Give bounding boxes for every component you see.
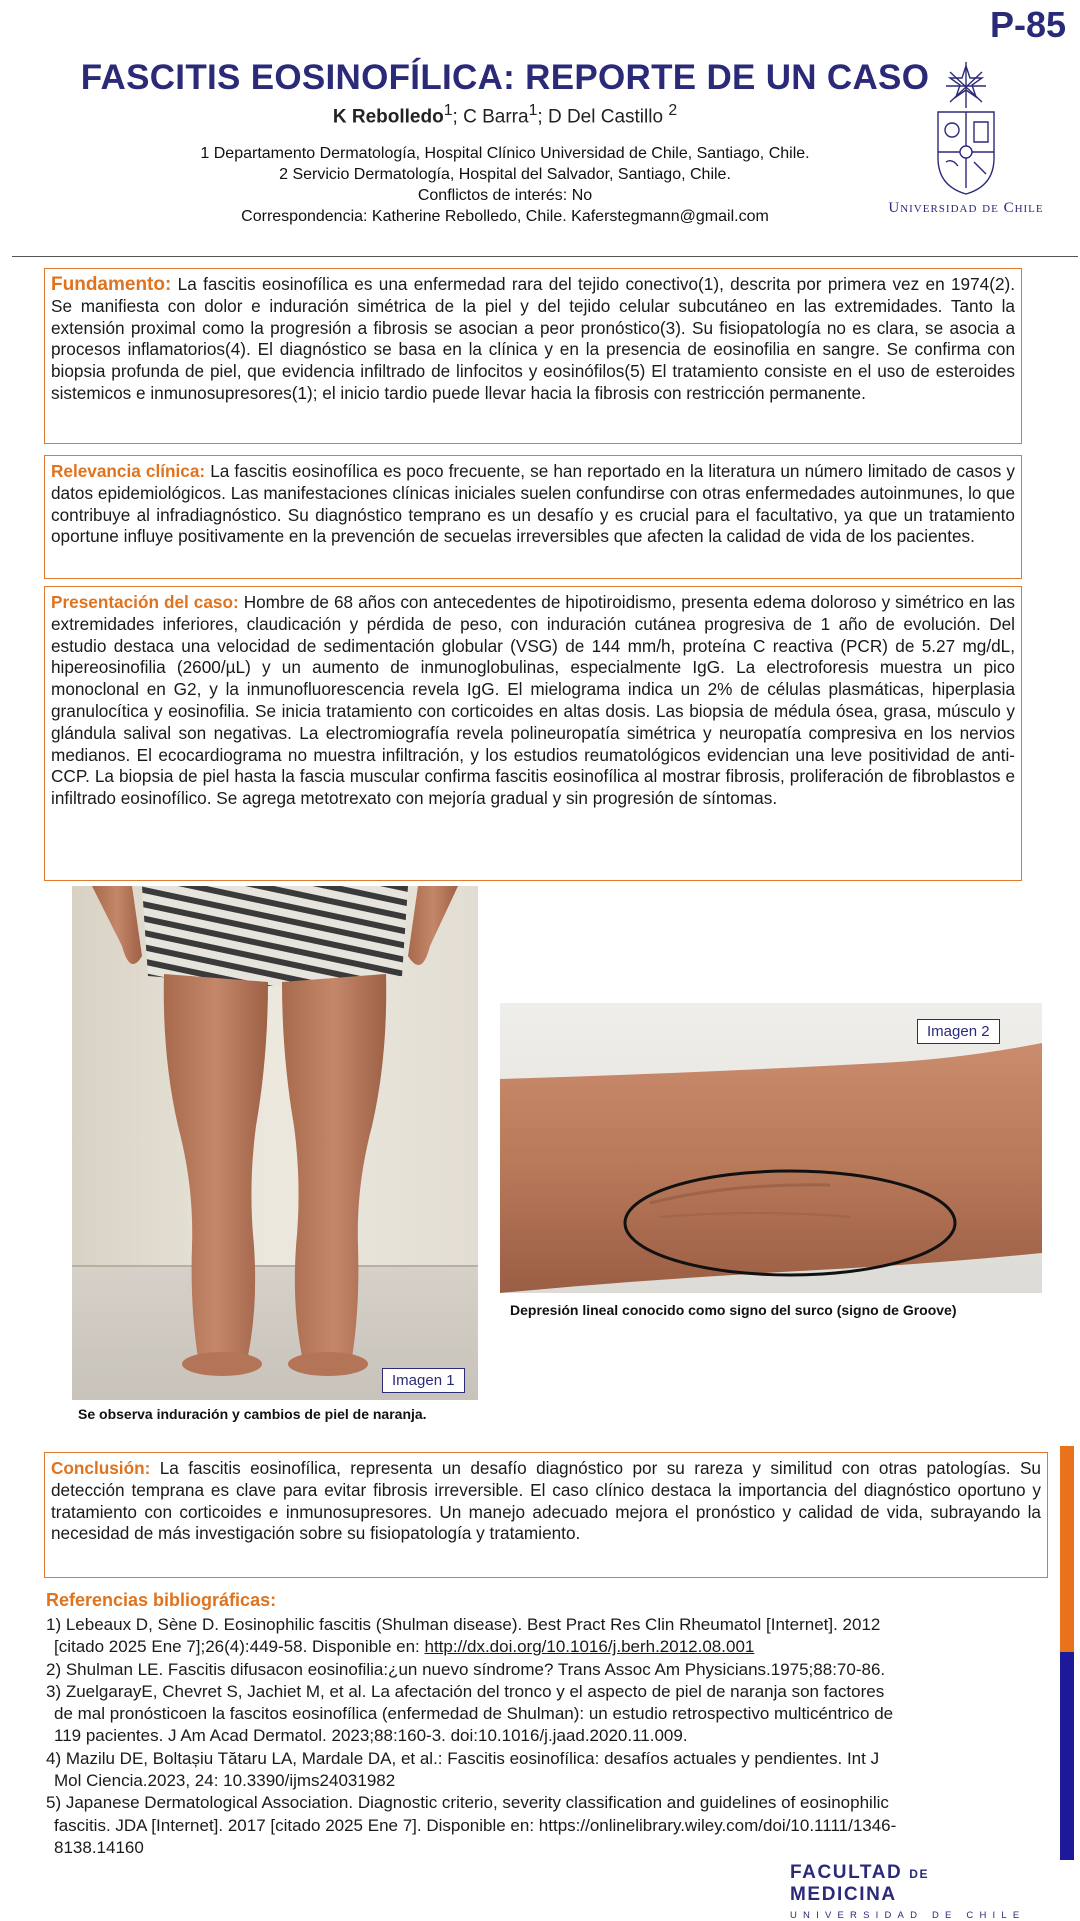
conflicts-line: Conflictos de interés: No	[417, 187, 593, 204]
faculty-word: FACULTAD	[790, 1862, 903, 1883]
reference-doi-link[interactable]: http://dx.doi.org/10.1016/j.berh.2012.08.001	[424, 1637, 755, 1657]
reference-line	[46, 1636, 1046, 1658]
section-heading: Presentación del caso:	[51, 592, 239, 612]
faculty-word-de: DE	[909, 1867, 930, 1881]
section-relevancia	[44, 455, 1022, 579]
faculty-logo-subline: UNIVERSIDAD DE CHILE	[790, 1910, 1026, 1921]
university-logo	[868, 62, 1064, 222]
author-affiliation-mark: 1	[443, 102, 453, 119]
author-separator: ;	[537, 106, 548, 128]
clinical-photo-arm	[500, 1003, 1042, 1293]
reference-line: de mal pronósticoen la fascitos eosinofílica (enfermedad de Shulman): un estudio retrospectivo multicéntrico de	[54, 1704, 894, 1724]
reference-text: [citado 2025 Ene 7];26(4):449-58. Disponible en:	[54, 1637, 425, 1657]
image-2-caption: Depresión lineal conocido como signo del surco (signo de Groove)	[510, 1302, 957, 1318]
image-1-label: Imagen 1	[382, 1368, 465, 1393]
poster-title: FASCITIS EOSINOFÍLICA: REPORTE DE UN CASO	[80, 58, 930, 97]
section-text: La fascitis eosinofílica, representa un desafío diagnóstico por su rareza y similitud con otras patologías. Su detección temprana es clave para evitar fibrosis irreversible. El caso clínico destaca la importancia del diagnóstico oportuno y tratamiento con corticoides e inmunosupresores. Un manejo adecuado mejora el pronóstico y calidad de vida, subrayando la necesidad de más investigación sobre su fisiopatología y tratamiento.	[51, 1458, 1041, 1544]
clinical-photo-legs	[72, 886, 478, 1400]
section-fundamento	[44, 268, 1022, 444]
reference-line: 4) Mazilu DE, Boltașiu Tătaru LA, Mardale DA, et al.: Fascitis eosinofílica: desafíos actuales y pendientes. Int J	[46, 1748, 880, 1768]
university-name: Universidad de Chile	[888, 200, 1044, 216]
reference-line: 3) ZuelgarayE, Chevret S, Jachiet M, et al. La afectación del tronco y el aspecto de piel de naranja son factores	[46, 1681, 885, 1701]
affiliation-line: 1 Departamento Dermatología, Hospital Clínico Universidad de Chile, Santiago, Chile.	[200, 145, 810, 162]
image-1-caption: Se observa induración y cambios de piel de naranja.	[78, 1406, 427, 1422]
reference-line: 1) Lebeaux D, Sène D. Eosinophilic fascitis (Shulman disease). Best Pract Res Clin Rheumatol [Internet]. 2012	[46, 1615, 881, 1634]
section-text: La fascitis eosinofílica es una enfermedad rara del tejido conectivo(1), descrita por primera vez en 1974(2). Se manifiesta con dolor e induración simétrica de la piel y del tejido celular subcutáneo en las extremidades. Tanto la extensión proximal como la progresión a fibrosis se asocian a peor pronóstico(3). Su fisiopatología no es clara, se asocia a procesos inflamatorios(4). El diagnóstico se basa en la clínica y en la presencia de eosinofilia en sangre. Se confirma con biopsia profunda de piel, que evidencia infiltrado de linfocitos y eosinófilos(5) El tratamiento consiste en el uso de esteroides sistemicos e inmunosupresores(1); el inicio tardio puede llevar hacia la fibrosis con restricción permanente.	[51, 274, 1016, 403]
arm-photo-illustration	[500, 1003, 1042, 1293]
legs-photo-illustration	[72, 886, 478, 1400]
authors-line	[70, 102, 940, 128]
side-accent-orange	[1060, 1446, 1074, 1652]
correspondence-line: Correspondencia: Katherine Rebolledo, Chile. Kaferstegmann@gmail.com	[241, 208, 769, 225]
side-accent-blue	[1060, 1652, 1074, 1860]
reference-line: 5) Japanese Dermatological Association. Diagnostic criterio, severity classification and guidelines of eosinophilic	[46, 1793, 889, 1813]
author-separator: ;	[452, 106, 464, 128]
section-text: Hombre de 68 años con antecedentes de hipotiroidismo, presenta edema doloroso y simétrico en las extremidades inferiores, claudicación y pérdida de peso, con induración cutánea progresiva de 1 año de evolución. Del estudio destaca una velocidad de sedimentación globular (VSG) de 144 mm/h, proteína C reactiva (PCR) de 5.27 mg/dL, hipereosinofilia (2600/µL) y un aumento de inmunoglobulinas, especialmente IgG. La electroforesis muestra un pico monoclonal en G2, y la inmunofluorescencia revela IgG. El mielograma indica un 2% de células plasmáticas, hiperplasia granulocítica y eosinofilia. Se inicia tratamiento con corticoides en altas dosis. Las biopsia de médula ósea, grasa, músculo y glándula salival son negativas. La electromiografía revela polineuropatía simétrica y neuropatía compresiva en los nervios medianos. El ecocardiograma no muestra infiltración, y los estudios reumatológicos evidencian una leve positividad de anti-CCP. La biopsia de piel hasta la fascia muscular confirma fascitis eosinofílica al mostrar fibrosis, proliferación de fibroblastos e infiltrado eosinofílico. Se agrega metotrexato con mejoría gradual y sin progresión de síntomas.	[51, 592, 1016, 809]
references-heading: Referencias bibliográficas:	[46, 1590, 277, 1610]
section-conclusion	[44, 1452, 1048, 1578]
affiliation-line: 2 Servicio Dermatología, Hospital del Salvador, Santiago, Chile.	[279, 166, 731, 183]
reference-item	[46, 1748, 1046, 1793]
section-heading: Conclusión:	[51, 1458, 151, 1478]
header-divider	[12, 256, 1078, 257]
faculty-logo-wordmark	[790, 1862, 1040, 1906]
references-list	[46, 1614, 1046, 1859]
author-affiliation-mark: 2	[668, 102, 678, 119]
author-name: C Barra	[463, 106, 529, 128]
reference-item	[46, 1681, 1046, 1748]
poster-id: P-85	[989, 4, 1066, 45]
section-heading: Fundamento:	[51, 274, 172, 295]
reference-item	[46, 1614, 1046, 1659]
affiliations	[70, 143, 940, 227]
author-name: K Rebolledo	[332, 106, 444, 128]
image-2-label: Imagen 2	[917, 1019, 1000, 1044]
reference-item	[46, 1792, 1046, 1859]
reference-line: fascitis. JDA [Internet]. 2017 [citado 2025 Ene 7]. Disponible en: https://onlinelibrary.wiley.com/doi/10.1111/1346-	[54, 1815, 897, 1835]
reference-line: Mol Ciencia.2023, 24: 10.3390/ijms24031982	[54, 1771, 396, 1791]
author-affiliation-mark: 1	[528, 102, 538, 119]
section-heading: Relevancia clínica:	[51, 461, 206, 481]
university-crest-icon	[930, 62, 1002, 198]
faculty-word: MEDICINA	[790, 1884, 897, 1905]
section-text: La fascitis eosinofílica es poco frecuente, se han reportado en la literatura un número limitado de casos y datos epidemiológicos. Las manifestaciones clínicas iniciales suelen confundirse con otras enfermedades autoinmunes, lo que contribuye al infradiagnóstico. Su diagnóstico temprano es un desafío y es crucial para el facultativo, ya que un tratamiento oportune influye positivamente en la prevención de secuelas irreversibles que afecten la calidad de vida de los pacientes.	[51, 461, 1015, 547]
reference-line: 8138.14160	[54, 1837, 144, 1857]
reference-line: 119 pacientes. J Am Acad Dermatol. 2023;88:160-3. doi:10.1016/j.jaad.2020.11.009.	[54, 1726, 688, 1746]
faculty-logo	[790, 1862, 1040, 1921]
reference-line: 2) Shulman LE. Fascitis difusacon eosinofilia:¿un nuevo síndrome? Trans Assoc Am Physicians.1975;88:70-86.	[46, 1659, 886, 1679]
author-name: D Del Castillo	[547, 106, 664, 128]
reference-item	[46, 1659, 1046, 1681]
section-presentacion	[44, 586, 1022, 881]
